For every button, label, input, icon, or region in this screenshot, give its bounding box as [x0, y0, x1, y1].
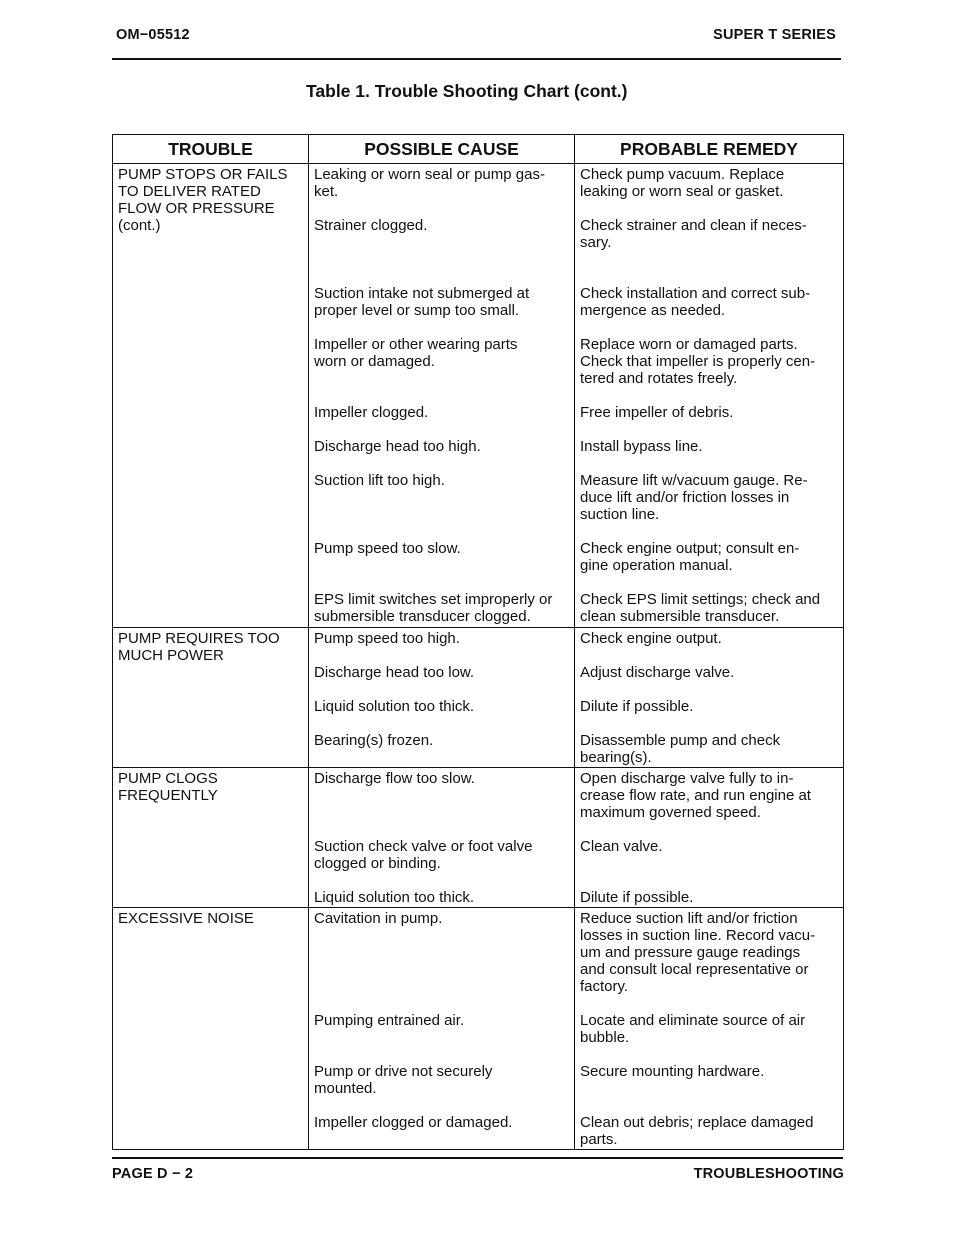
cause-entry — [314, 910, 569, 995]
remedy-entry — [580, 336, 838, 387]
cause-text-line: Discharge flow too slow. — [314, 770, 475, 788]
remedy-text-line: Reduce suction lift and/or friction — [580, 909, 798, 927]
cause-text-line: Pump or drive not securely — [314, 1062, 493, 1080]
cause-text-line: Impeller or other wearing parts — [314, 336, 518, 353]
cause-entry — [314, 166, 569, 200]
remedy-entry — [580, 732, 838, 766]
cause-text-line: Impeller clogged or damaged. — [314, 1113, 513, 1131]
remedy-entry — [580, 540, 838, 574]
cause-text-line: Pumping entrained air. — [314, 1011, 465, 1029]
remedy-entry — [580, 910, 838, 995]
table-row — [113, 768, 844, 908]
remedy-entry — [580, 770, 838, 821]
cause-entry — [314, 664, 569, 681]
header-trouble: TROUBLE — [113, 135, 309, 164]
probable-remedy-cell — [575, 164, 844, 628]
cause-text-line: Liquid solution too thick. — [314, 889, 475, 907]
cause-text-line: clogged or binding. — [314, 855, 441, 873]
cause-text-line: Discharge head too low. — [314, 664, 475, 682]
remedy-text-line: um and pressure gauge readings — [580, 943, 801, 961]
cause-entry — [314, 438, 569, 455]
remedy-text-line: Open discharge valve fully to in- — [580, 770, 794, 788]
table-row — [113, 628, 844, 768]
trouble-text-line: EXCESSIVE NOISE — [118, 909, 254, 927]
cause-text-line: Bearing(s) frozen. — [314, 732, 434, 750]
trouble-text-line: FLOW OR PRESSURE — [118, 200, 275, 217]
cause-text-line: submersible transducer clogged. — [314, 608, 531, 625]
table-row — [113, 907, 844, 1149]
trouble-shooting-table — [112, 134, 844, 1150]
remedy-entry — [580, 1114, 838, 1148]
remedy-text-line: Dilute if possible. — [580, 698, 694, 716]
cause-entry — [314, 1114, 569, 1148]
remedy-text-line: Check installation and correct sub- — [580, 285, 811, 302]
cause-entry — [314, 1012, 569, 1046]
cause-text-line: Suction check valve or foot valve — [314, 838, 533, 856]
cause-text-line: Pump speed too slow. — [314, 540, 461, 557]
cause-entry — [314, 591, 569, 625]
trouble-cell — [113, 164, 309, 628]
trouble-cell — [113, 768, 309, 908]
cause-text-line: Liquid solution too thick. — [314, 698, 475, 716]
remedy-entry — [580, 591, 838, 625]
cause-text-line: Discharge head too high. — [314, 438, 481, 455]
remedy-text-line: Check pump vacuum. Replace — [580, 166, 785, 183]
remedy-text-line: Check engine output. — [580, 630, 722, 648]
remedy-text-line: Check engine output; consult en- — [580, 540, 800, 557]
remedy-entry — [580, 630, 838, 647]
remedy-text-line: gine operation manual. — [580, 557, 733, 574]
header-divider — [112, 58, 841, 60]
remedy-text-line: leaking or worn seal or gasket. — [580, 183, 784, 200]
remedy-text-line: Install bypass line. — [580, 438, 703, 455]
remedy-entry — [580, 1012, 838, 1046]
trouble-text-line: PUMP REQUIRES TOO — [118, 630, 280, 648]
cause-entry — [314, 889, 569, 906]
cause-text-line: Cavitation in pump. — [314, 909, 443, 927]
remedy-text-line: Disassemble pump and check — [580, 732, 781, 750]
remedy-entry — [580, 664, 838, 681]
possible-cause-cell — [309, 907, 575, 1149]
table-row — [113, 164, 844, 628]
trouble-text-line: TO DELIVER RATED — [118, 183, 261, 200]
remedy-text-line: suction line. — [580, 506, 660, 523]
remedy-entry — [580, 404, 838, 421]
remedy-text-line: Check that impeller is properly cen- — [580, 353, 816, 370]
cause-text-line: Suction intake not submerged at — [314, 285, 530, 302]
footer-divider — [112, 1157, 843, 1159]
cause-text-line: Impeller clogged. — [314, 404, 429, 421]
table-body — [113, 164, 844, 1150]
cause-text-line: worn or damaged. — [314, 353, 435, 370]
remedy-text-line: bearing(s). — [580, 749, 652, 767]
remedy-text-line: maximum governed speed. — [580, 804, 761, 822]
remedy-text-line: Locate and eliminate source of air — [580, 1011, 806, 1029]
trouble-text-line: FREQUENTLY — [118, 787, 218, 805]
cause-text-line: Leaking or worn seal or pump gas- — [314, 166, 545, 183]
remedy-text-line: and consult local representative or — [580, 960, 809, 978]
remedy-text-line: Free impeller of debris. — [580, 404, 734, 421]
cause-entry — [314, 472, 569, 523]
cause-entry — [314, 732, 569, 766]
table-title: Table 1. Trouble Shooting Chart (cont.) — [306, 81, 628, 101]
trouble-text-line: PUMP STOPS OR FAILS — [118, 166, 288, 183]
remedy-text-line: Clean out debris; replace damaged — [580, 1113, 814, 1131]
cause-text-line: Pump speed too high. — [314, 630, 460, 648]
remedy-text-line: mergence as needed. — [580, 302, 726, 319]
remedy-entry — [580, 217, 838, 268]
remedy-text-line: losses in suction line. Record vacu- — [580, 926, 816, 944]
trouble-cell — [113, 628, 309, 768]
remedy-text-line: Clean valve. — [580, 838, 663, 856]
remedy-text-line: Secure mounting hardware. — [580, 1062, 765, 1080]
page-number: PAGE D − 2 — [112, 1166, 194, 1182]
possible-cause-cell — [309, 164, 575, 628]
remedy-entry — [580, 889, 838, 906]
cause-text-line: Suction lift too high. — [314, 472, 445, 489]
cause-entry — [314, 217, 569, 268]
cause-entry — [314, 770, 569, 821]
cause-entry — [314, 404, 569, 421]
remedy-text-line: Measure lift w/vacuum gauge. Re- — [580, 472, 808, 489]
possible-cause-cell — [309, 768, 575, 908]
remedy-entry — [580, 1063, 838, 1097]
cause-entry — [314, 698, 569, 715]
remedy-text-line: crease flow rate, and run engine at — [580, 787, 811, 805]
trouble-text-line: PUMP CLOGS — [118, 770, 218, 788]
cause-text-line: proper level or sump too small. — [314, 302, 520, 319]
cause-entry — [314, 630, 569, 647]
table-header-row — [113, 135, 844, 164]
header-possible-cause: POSSIBLE CAUSE — [309, 135, 575, 164]
remedy-text-line: Check strainer and clean if neces- — [580, 217, 807, 234]
remedy-text-line: sary. — [580, 234, 612, 251]
remedy-entry — [580, 438, 838, 455]
document-number: OM−05512 — [116, 27, 190, 43]
remedy-entry — [580, 698, 838, 715]
cause-text-line: ket. — [314, 183, 339, 200]
remedy-entry — [580, 472, 838, 523]
remedy-text-line: factory. — [580, 977, 629, 995]
remedy-entry — [580, 285, 838, 319]
trouble-cell — [113, 907, 309, 1149]
remedy-text-line: bubble. — [580, 1028, 630, 1046]
remedy-text-line: clean submersible transducer. — [580, 608, 780, 625]
header-probable-remedy: PROBABLE REMEDY — [575, 135, 844, 164]
remedy-entry — [580, 166, 838, 200]
cause-text-line: mounted. — [314, 1079, 377, 1097]
cause-entry — [314, 540, 569, 574]
probable-remedy-cell — [575, 768, 844, 908]
probable-remedy-cell — [575, 907, 844, 1149]
remedy-text-line: Replace worn or damaged parts. — [580, 336, 798, 353]
remedy-text-line: duce lift and/or friction losses in — [580, 489, 790, 506]
cause-entry — [314, 336, 569, 387]
cause-text-line: Strainer clogged. — [314, 217, 428, 234]
series-name: SUPER T SERIES — [713, 27, 836, 43]
trouble-text-line: (cont.) — [118, 217, 161, 234]
remedy-text-line: Check EPS limit settings; check and — [580, 591, 821, 608]
probable-remedy-cell — [575, 628, 844, 768]
remedy-text-line: tered and rotates freely. — [580, 370, 738, 387]
cause-entry — [314, 838, 569, 872]
remedy-text-line: Dilute if possible. — [580, 889, 694, 907]
section-name: TROUBLESHOOTING — [693, 1166, 844, 1182]
remedy-entry — [580, 838, 838, 872]
remedy-text-line: parts. — [580, 1130, 618, 1148]
cause-entry — [314, 1063, 569, 1097]
remedy-text-line: Adjust discharge valve. — [580, 664, 735, 682]
trouble-text-line: MUCH POWER — [118, 647, 224, 665]
trouble-shooting-table-container — [112, 134, 843, 1150]
possible-cause-cell — [309, 628, 575, 768]
cause-text-line: EPS limit switches set improperly or — [314, 591, 553, 608]
cause-entry — [314, 285, 569, 319]
